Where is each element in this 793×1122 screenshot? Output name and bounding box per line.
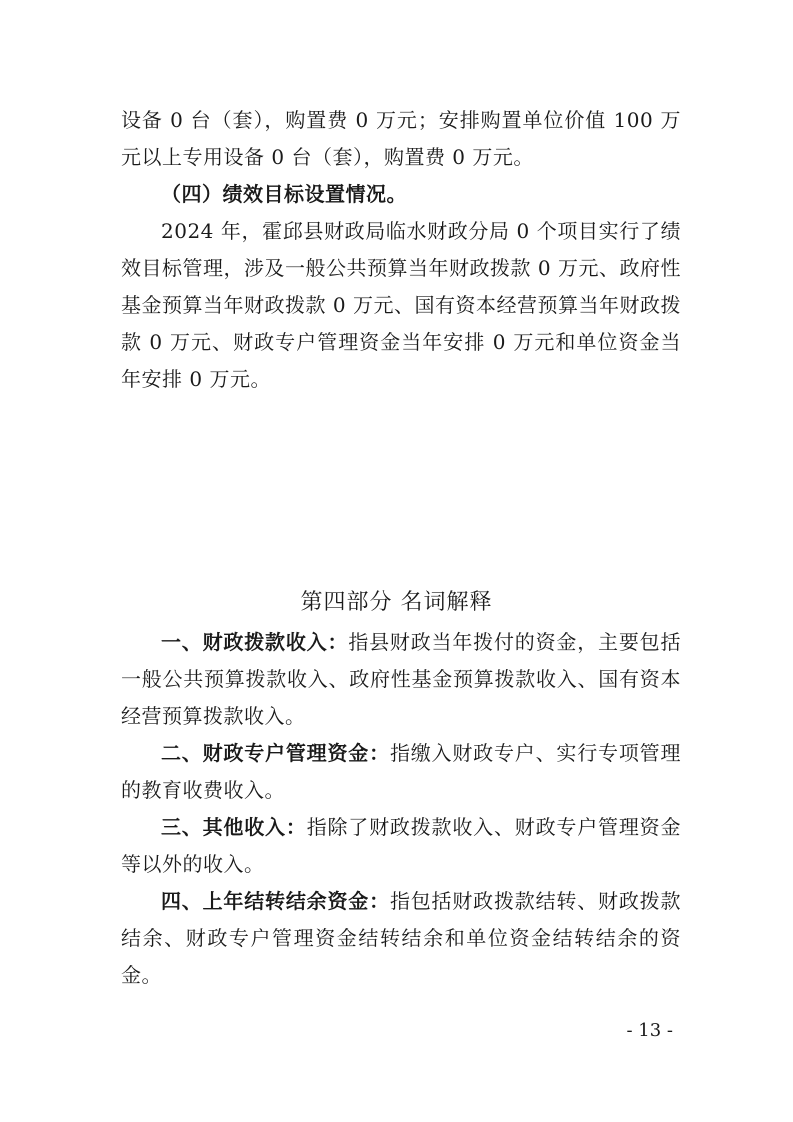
definition-term: 三、其他收入： (161, 815, 307, 839)
definition-text: 指缴入财政专户、实行专项管理的教育收费收入。 (121, 741, 681, 802)
definition-item (121, 735, 681, 809)
definition-item (121, 883, 681, 994)
definitions-list (121, 624, 681, 994)
definition-text: 指包括财政拨款结转、财政拨款结余、财政专户管理资金结转结余和单位资金结转结余的资金。 (121, 889, 681, 987)
paragraph-equipment: 设备 0 台（套），购置费 0 万元；安排购置单位价值 100 万元以上专用设备 0 台（套），购置费 0 万元。 (121, 108, 681, 169)
paragraph-performance-goals: 2024 年，霍邱县财政局临水财政分局 0 个项目实行了绩效目标管理，涉及一般公共预算当年财政拨款 0 万元、政府性基金预算当年财政拨款 0 万元、国有资本经营预算当年财政拨款 0 万元、财政专户管理资金当年安排 0 万元和单位资金当年安排 0 万元。 (121, 219, 681, 391)
definition-term: 一、财政拨款收入： (161, 630, 349, 654)
section-title: 第四部分 名词解释 (300, 590, 493, 615)
page-number: - 13 - (626, 1020, 673, 1041)
definition-text: 指除了财政拨款收入、财政专户管理资金等以外的收入。 (121, 815, 681, 876)
definition-term: 二、财政专户管理资金： (161, 741, 390, 765)
definition-term: 四、上年结转结余资金： (161, 889, 390, 913)
definition-text: 指县财政当年拨付的资金，主要包括一般公共预算拨款收入、政府性基金预算拨款收入、国有资本经营预算拨款收入。 (121, 630, 681, 728)
top-section (121, 102, 681, 398)
heading-performance-goals: （四）绩效目标设置情况。 (161, 182, 407, 206)
definition-item (121, 809, 681, 883)
definition-item (121, 624, 681, 735)
